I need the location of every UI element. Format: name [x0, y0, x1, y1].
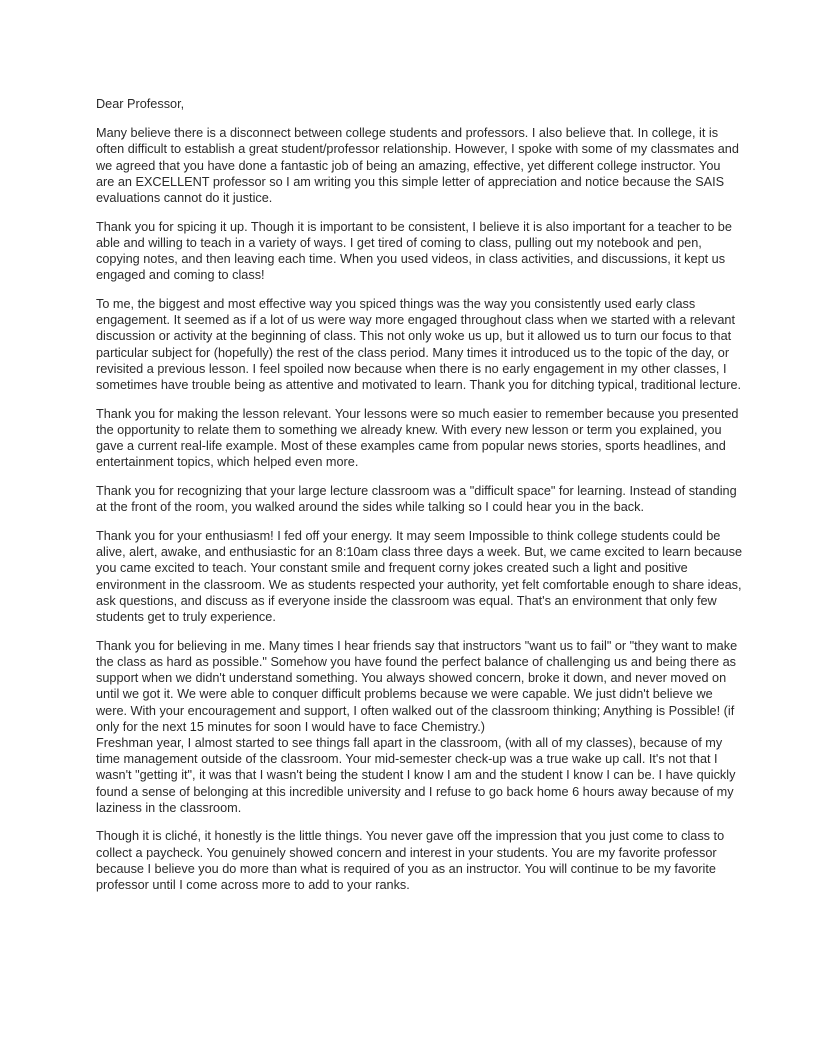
- paragraph-lecture-classroom: Thank you for recognizing that your large lecture classroom was a "difficult space" for learning. Instead of standing at the front of the room, you walked around the sides while talking so I could hear you in the back.: [96, 484, 737, 515]
- paragraph-intro: Many believe there is a disconnect between college students and professors. I also believe that. In college, it is often difficult to establish a great student/professor relationship. However, I spoke with some of my classmates and we agreed that you have done a fantastic job of being an amazing, effective, yet different college instructor. You are an EXCELLENT professor so I am writing you this simple letter of appreciation and notice because the SAIS evaluations cannot do it justice.: [96, 126, 739, 206]
- paragraph-enthusiasm: Thank you for your enthusiasm! I fed off your energy. It may seem Impossible to think college students could be alive, alert, awake, and enthusiastic for an 8:10am class three days a week. But, we came excited to learn because you came excited to teach. Your constant smile and frequent corny jokes created such a light and positive environment in the classroom. We as students respected your authority, yet felt comfortable enough to share ideas, ask questions, and discuss as if everyone inside the classroom was equal. That's an environment that only few students get to truly experience.: [96, 528, 743, 624]
- paragraph-little-things: Though it is cliché, it honestly is the little things. You never gave off the impression that you just come to class to collect a paycheck. You genuinely showed concern and interest in your students. You are my favorite professor because I believe you do more than what is required of you as an instructor. You will continue to be my favorite professor until I come across more to add to your ranks.: [96, 829, 725, 893]
- salutation: Dear Professor,: [96, 97, 185, 111]
- paragraph-freshman-year: Freshman year, I almost started to see things fall apart in the classroom, (with all of my classes), because of my time management outside of the classroom. Your mid-semester check-up was a true wake up call. It's not that I wasn't "getting it", it was that I wasn't being the student I know I am and the student I know I can be. I have quickly found a sense of belonging at this incredible university and I refuse to go back home 6 hours away because of my laziness in the classroom.: [96, 735, 736, 815]
- letter-page: [96, 96, 742, 906]
- paragraph-believing-in-me: Thank you for believing in me. Many times I hear friends say that instructors "want us to fail" or "they want to make the class as hard as possible." Somehow you have found the perfect balance of challenging us and being there as support when we didn't understand something. You always showed concern, broke it down, and never moved on until we got it. We were able to conquer difficult problems because we were capable. We just didn't believe we were. With your encouragement and support, I often walked out of the classroom thinking; Anything is Possible! (if only for the next 15 minutes for soon I would have to face Chemistry.): [96, 638, 738, 734]
- paragraph-early-engagement: To me, the biggest and most effective way you spiced things was the way you consistently used early class engagement. It seemed as if a lot of us were way more engaged throughout class when we started with a relevant discussion or activity at the beginning of class. This not only woke us up, but it allowed us to turn our focus to that particular subject for (hopefully) the rest of the class period. Many times it introduced us to the topic of the day, or revisited a previous lesson. I feel spoiled now because when there is no early engagement in my other classes, I sometimes have trouble being as attentive and motivated to learn. Thank you for ditching typical, traditional lecture.: [96, 297, 742, 393]
- paragraph-spicing-it-up: Thank you for spicing it up. Though it is important to be consistent, I believe it is also important for a teacher to be able and willing to teach in a variety of ways. I get tired of coming to class, pulling out my notebook and pen, copying notes, and then leaving each time. When you used videos, in class activities, and discussions, it kept us engaged and coming to class!: [96, 219, 732, 283]
- paragraph-lesson-relevant: Thank you for making the lesson relevant. Your lessons were so much easier to remember because you presented the opportunity to relate them to something we already knew. With every new lesson or term you explained, you gave a current real-life example. Most of these examples came from popular news stories, sports headlines, and entertainment topics, which helped even more.: [96, 406, 739, 470]
- letter-body: [96, 125, 742, 893]
